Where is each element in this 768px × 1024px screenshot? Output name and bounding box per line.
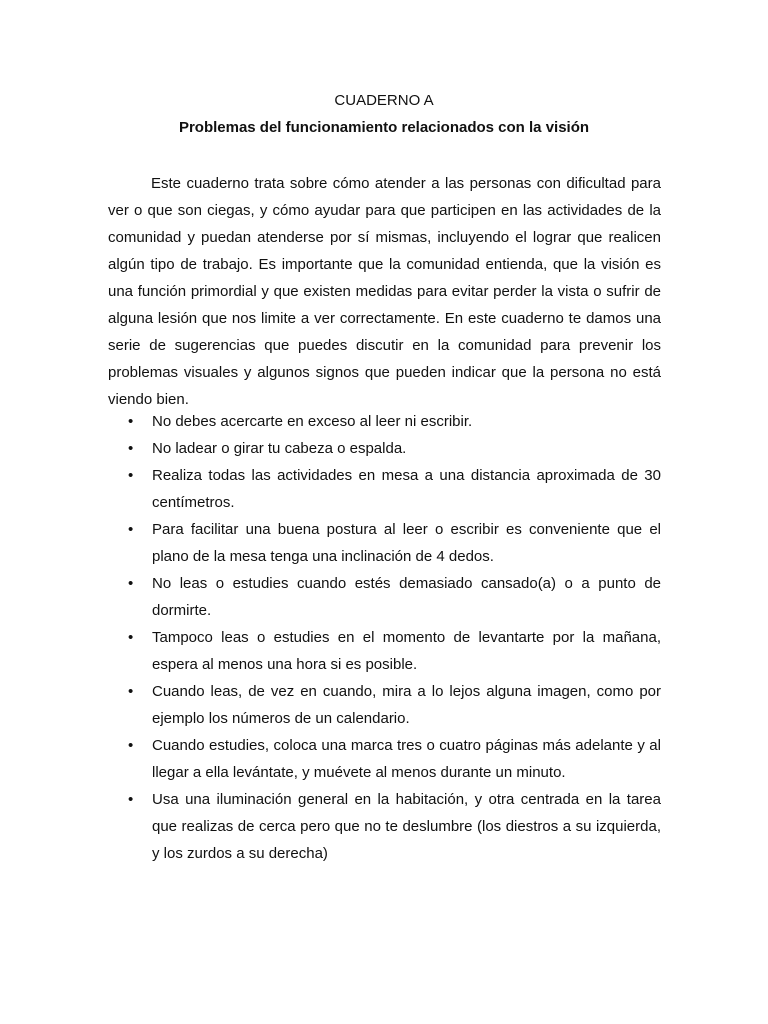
list-item (108, 435, 661, 462)
list-item (108, 624, 661, 678)
list-item-text: Cuando estudies, coloca una marca tres o cuatro páginas más adelante y al llegar a ella levántate, y muévete al menos durante un minuto. (152, 737, 661, 781)
intro-paragraph: Este cuaderno trata sobre cómo atender a las personas con dificultad para ver o que son ciegas, y cómo ayudar para que participen en las actividades de la comunidad y puedan atenderse por sí mismas, incluyendo el lograr que realicen algún tipo de trabajo. Es importante que la comunidad entienda, que la visión es una función primordial y que existen medidas para evitar perder la vista o sufrir de alguna lesión que nos limite a ver correctamente. En este cuaderno te damos una serie de sugerencias que puedes discutir en la comunidad para prevenir los problemas visuales y algunos signos que pueden indicar que la persona no está viendo bien. (108, 175, 661, 408)
bullet-icon: • (128, 629, 134, 646)
bullet-icon: • (128, 467, 134, 484)
list-item-text: Realiza todas las actividades en mesa a una distancia aproximada de 30 centímetros. (152, 467, 661, 511)
bullet-icon: • (128, 683, 134, 700)
list-item (108, 570, 661, 624)
bullet-icon: • (128, 440, 134, 457)
list-item-text: No leas o estudies cuando estés demasiado cansado(a) o a punto de dormirte. (152, 575, 661, 619)
bullet-icon: • (128, 521, 134, 538)
list-item-text: No debes acercarte en exceso al leer ni escribir. (152, 413, 473, 430)
list-item-text: Cuando leas, de vez en cuando, mira a lo lejos alguna imagen, como por ejemplo los números de un calendario. (152, 683, 661, 727)
list-item (108, 678, 661, 732)
list-item (108, 408, 661, 435)
list-item-text: Usa una iluminación general en la habitación, y otra centrada en la tarea que realizas de cerca pero que no te deslumbre (los diestros a su izquierda, y los zurdos a su derecha) (152, 791, 661, 862)
document-title: Problemas del funcionamiento relacionados con la visión (178, 119, 590, 136)
list-item-text: Tampoco leas o estudies en el momento de levantarte por la mañana, espera al menos una hora si es posible. (152, 629, 661, 673)
list-item-text: No ladear o girar tu cabeza o espalda. (152, 440, 407, 457)
recommendations-list (108, 408, 661, 867)
bullet-icon: • (128, 575, 134, 592)
list-item (108, 786, 661, 867)
list-item (108, 516, 661, 570)
list-item (108, 732, 661, 786)
bullet-icon: • (128, 413, 134, 430)
bullet-icon: • (128, 737, 134, 754)
bullet-icon: • (128, 791, 134, 808)
document-label: CUADERNO A (334, 92, 434, 109)
list-item (108, 462, 661, 516)
list-item-text: Para facilitar una buena postura al leer o escribir es conveniente que el plano de la mesa tenga una inclinación de 4 dedos. (152, 521, 661, 565)
